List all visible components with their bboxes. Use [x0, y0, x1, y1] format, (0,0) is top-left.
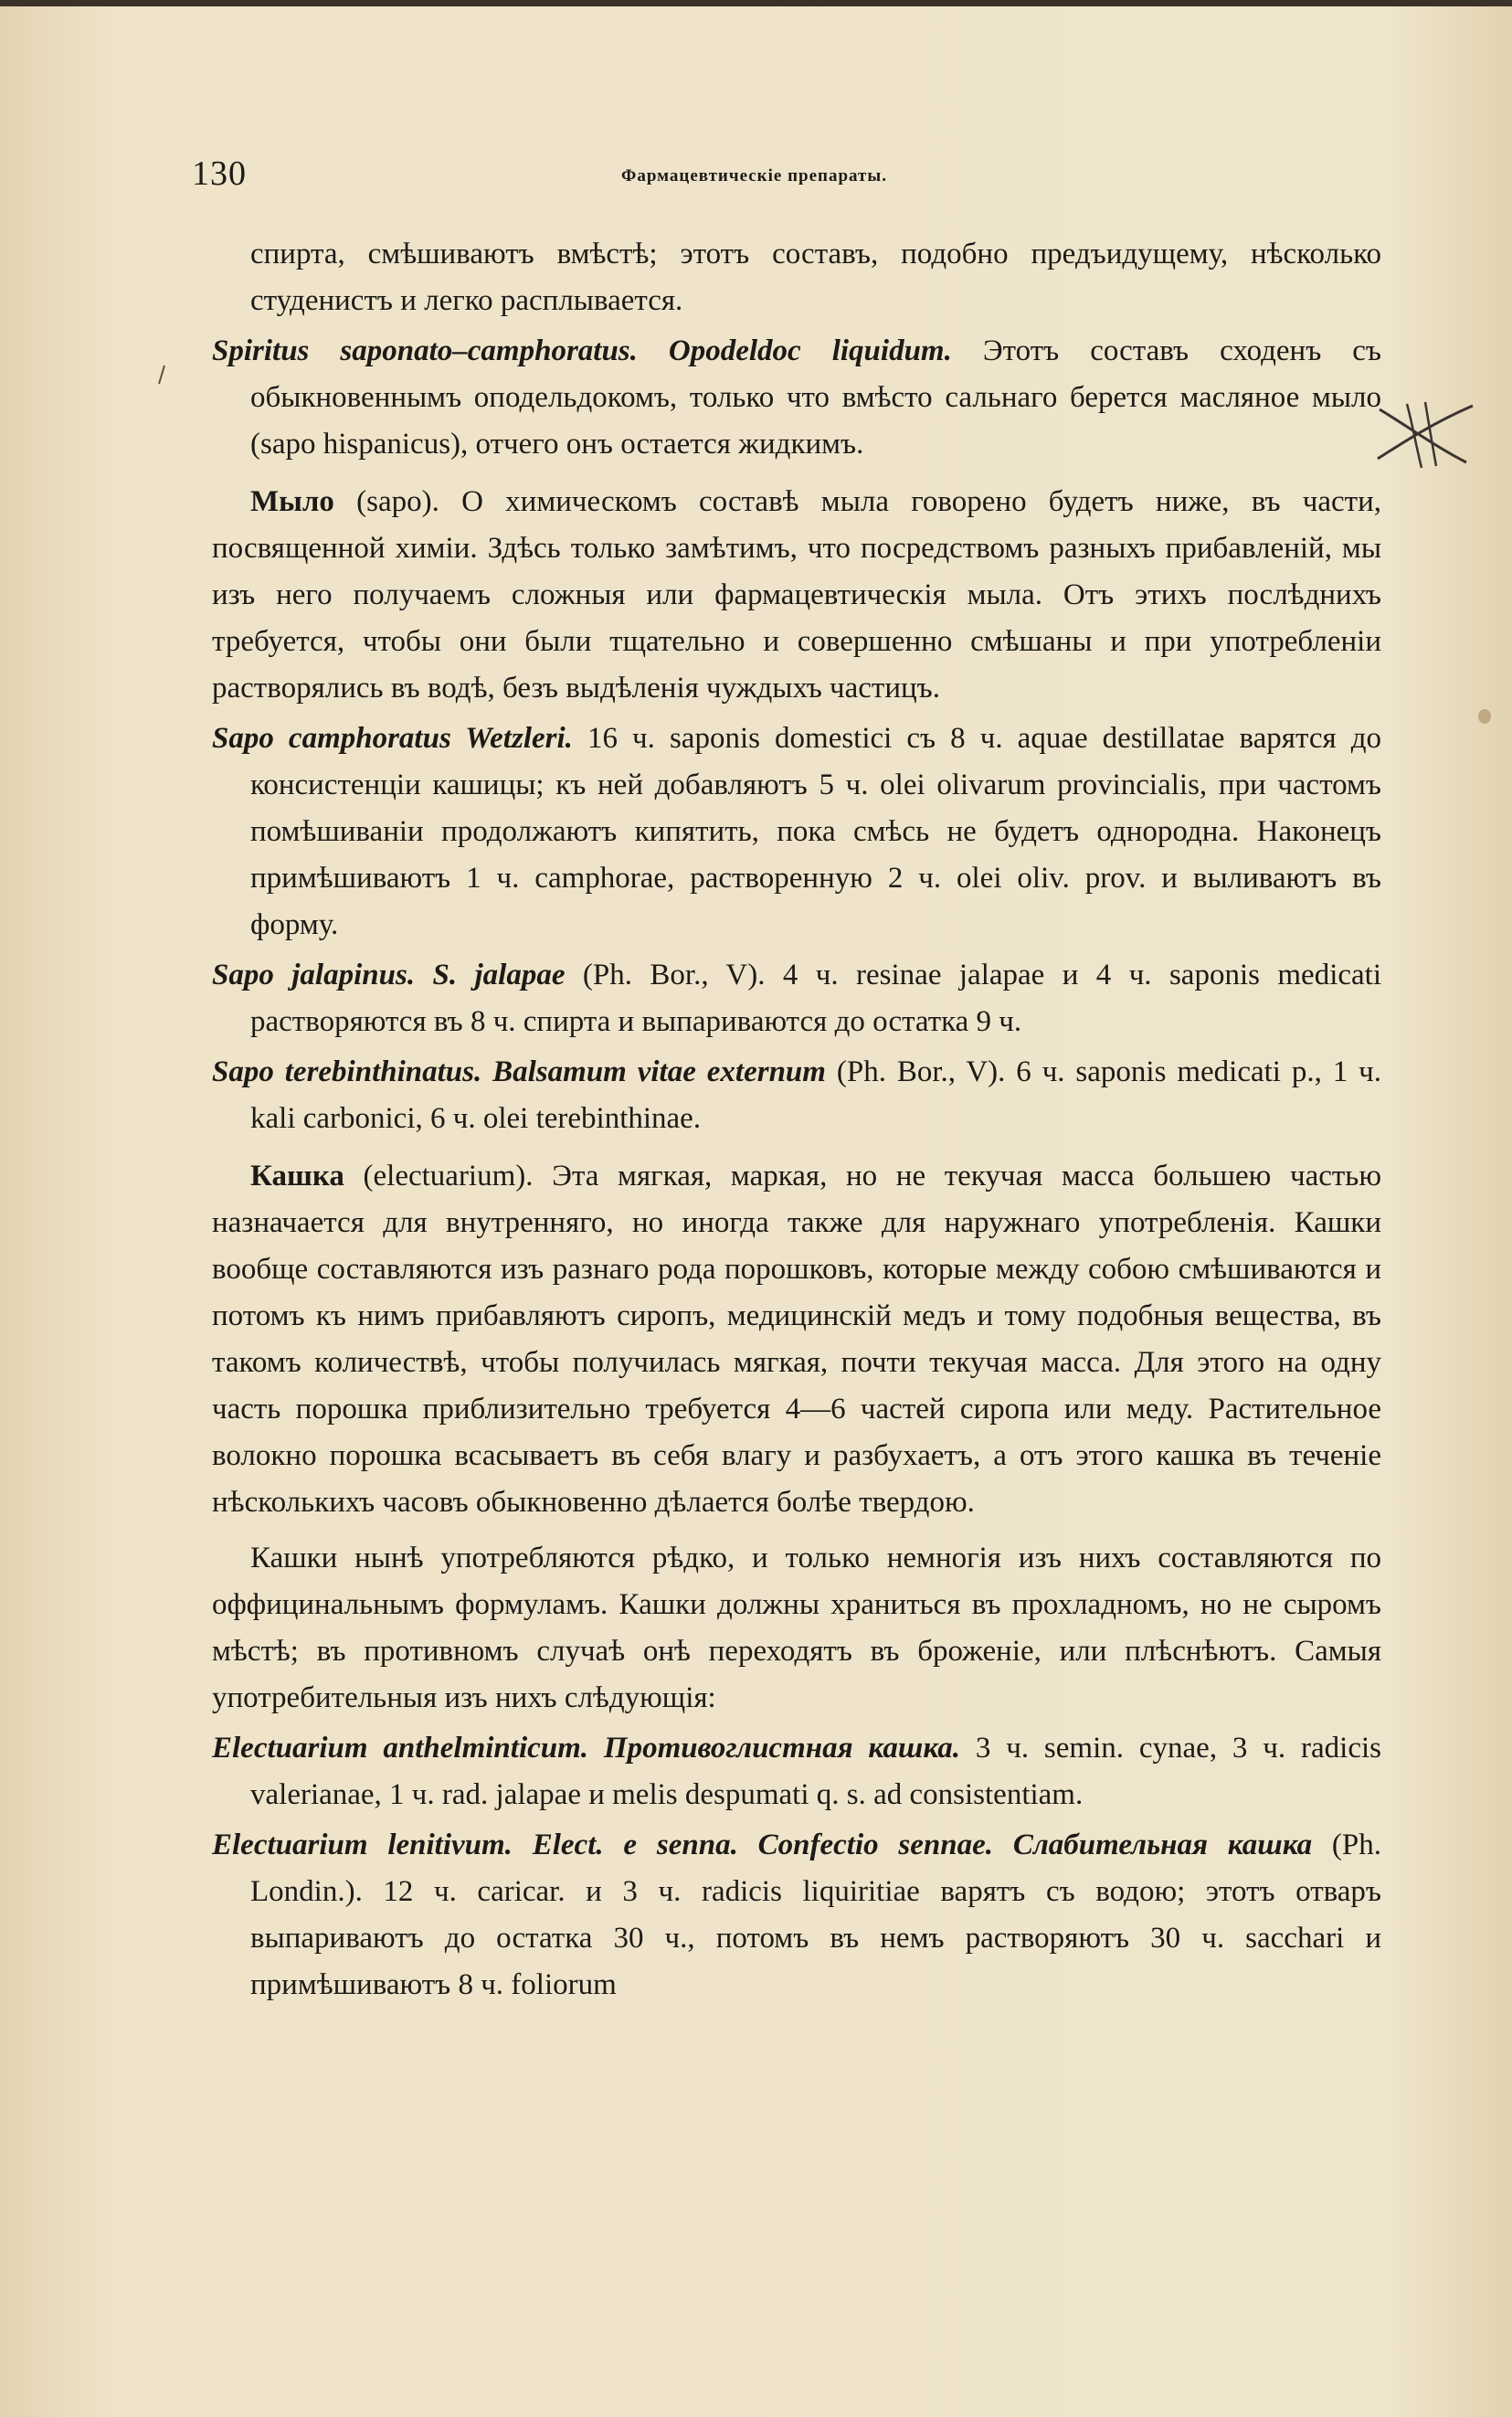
- entry-heading: Кашка: [250, 1160, 344, 1193]
- entry-heading: Sapo jalapinus. S. jalapae: [212, 959, 566, 991]
- text-paragraph: [212, 231, 1381, 324]
- paragraph-text: (Ph. Londin.). 12 ч. caricar. и 3 ч. radicis liquiritiae варятъ съ водою; этотъ отваръ выпариваютъ до остатка 30 ч., потомъ въ немъ растворяютъ 30 ч. sacchari и примѣшиваютъ 8 ч. foliorum: [250, 1829, 1382, 2001]
- handwritten-cross-mark: [1370, 398, 1480, 472]
- section-paragraph: [212, 1153, 1381, 1526]
- page-body: [212, 231, 1381, 2009]
- recipe-entry: [212, 952, 1381, 1045]
- page-header: [192, 154, 1380, 199]
- entry-heading: Electuarium lenitivum. Elect. e senna. Confectio sennae. Слабительная кашка: [212, 1829, 1313, 1861]
- paragraph-text: 16 ч. saponis domestici съ 8 ч. aquae destillatae варятся до консистенціи кашицы; къ ней добавляютъ 5 ч. olei olivarum provincialis, при частомъ помѣшиваніи продолжаютъ кипятить, пока смѣсь не будетъ однородна. Наконецъ примѣшиваютъ 1 ч. camphorae, растворенную 2 ч. olei oliv. prov. и выливаютъ въ форму.: [250, 722, 1381, 941]
- entry-heading: Мыло: [250, 485, 334, 518]
- running-head: Фармацевтическіе препараты.: [621, 166, 887, 186]
- paragraph-text: (Ph. Bor., V). 4 ч. resinae jalapae и 4 ч. saponis medicati растворяются въ 8 ч. спирта и выпариваются до остатка 9 ч.: [250, 959, 1381, 1038]
- recipe-entry: [212, 1822, 1381, 2009]
- paragraph-text: спирта, смѣшиваютъ вмѣстѣ; этотъ составъ, подобно предъидущему, нѣсколько студенистъ и легко расплывается.: [250, 238, 1381, 317]
- ink-spot: [1478, 709, 1491, 724]
- pencil-tick-mark: [157, 364, 166, 386]
- text-paragraph: [212, 1535, 1381, 1722]
- paragraph-text: 3 ч. semin. cynae, 3 ч. radicis valerianae, 1 ч. rad. jalapae и melis despumati q. s. ad consistentiam.: [250, 1732, 1381, 1811]
- section-paragraph: [212, 479, 1381, 712]
- entry-heading: Sapo terebinthinatus. Balsamum vitae externum: [212, 1055, 826, 1088]
- page-number: 130: [192, 154, 247, 193]
- top-edge-rule: [0, 0, 1512, 6]
- paragraph-text: (electuarium). Эта мягкая, маркая, но не текучая масса большею частью назначается для внутренняго, но иногда также для наружнаго употребленія. Кашки вообще составляются изъ разнаго рода порошковъ, которые между собою смѣшиваются и потомъ къ нимъ прибавляютъ сиропъ, медицинскій медъ и тому подобныя вещества, въ такомъ количествѣ, чтобы получилась мягкая, почти текучая масса. Для этого на одну часть порошка приблизительно требуется 4—6 частей сиропа или меду. Растительное волокно порошка всасываетъ въ себя влагу и разбухаетъ, а отъ этого кашка въ теченіе нѣсколькихъ часовъ обыкновенно дѣлается болѣе твердою.: [212, 1160, 1381, 1519]
- recipe-entry: [212, 716, 1381, 949]
- entry-heading: Electuarium anthelminticum. Противоглистная кашка.: [212, 1732, 960, 1765]
- paragraph-text: (Ph. Bor., V). 6 ч. saponis medicati p., 1 ч. kali carbonici, 6 ч. olei terebinthinae.: [250, 1055, 1381, 1135]
- recipe-entry: [212, 1725, 1381, 1818]
- entry-heading: Spiritus saponato–camphoratus. Opodeldoc liquidum.: [212, 334, 952, 367]
- paragraph-text: Кашки нынѣ употребляются рѣдко, и только немногія изъ нихъ составляются по оффицинальнымъ формуламъ. Кашки должны храниться въ прохладномъ, но не сыромъ мѣстѣ; въ противномъ случаѣ онѣ переходятъ въ броженіе, или плѣснѣютъ. Самыя употребительныя изъ нихъ слѣдующія:: [212, 1542, 1381, 1714]
- paragraph-text: (sapo). О химическомъ составѣ мыла говорено будетъ ниже, въ части, посвященной химіи. Здѣсь только замѣтимъ, что посредствомъ разныхъ прибавленій, мы изъ него получаемъ сложныя или фармацевтическія мыла. Отъ этихъ послѣднихъ требуется, чтобы они были тщательно и совершенно смѣшаны и при употребленіи растворялись въ водѣ, безъ выдѣленія чуждыхъ частицъ.: [212, 485, 1381, 705]
- paragraph-text: Этотъ составъ сходенъ съ обыкновеннымъ оподельдокомъ, только что вмѣсто сальнаго берется масляное мыло (sapo hispanicus), отчего онъ остается жидкимъ.: [250, 334, 1381, 461]
- entry-heading: Sapo camphoratus Wetzleri.: [212, 722, 573, 755]
- recipe-entry: [212, 1049, 1381, 1142]
- recipe-entry: [212, 328, 1381, 468]
